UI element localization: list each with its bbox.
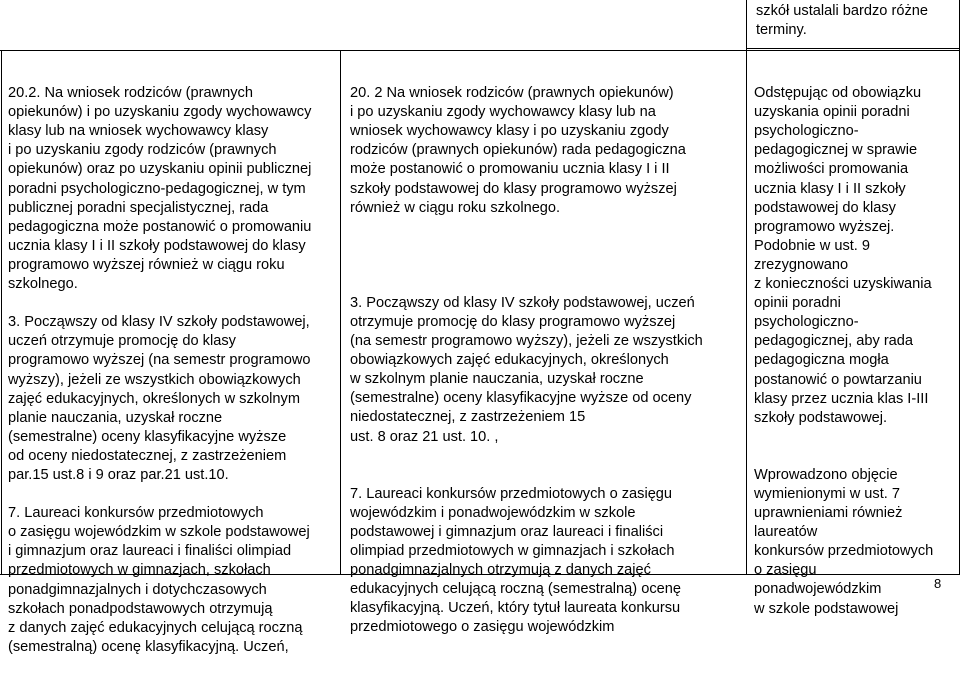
top-row-col4-text: szkół ustalali bardzo różne terminy. xyxy=(756,3,928,39)
main-row-top-border xyxy=(0,50,960,51)
column-3 xyxy=(754,65,954,638)
col3-para-b: Wprowadzono objęcie wymienionymi w ust. 7 uprawnieniami również laureatów konkursów przedmiotowych o zasięgu ponadwojewódzkim w szkole podstawowej xyxy=(754,466,934,617)
col3-para-a: Odstępując od obowiązku uzyskania opinii poradni psychologiczno- pedagogicznej w sprawie możliwości promowania ucznia klasy I i II szkoły podstawowej do klasy programowo wyższej. Podobnie w ust. 9 zrezygnowano z konieczności uzyskiwania opinii poradni psychologiczno- pedagogicznej, aby rada pedagogiczna mogła postanowić o powtarzaniu klasy przez ucznia klas I-III szkoły podstawowej. xyxy=(754,85,932,426)
col-divider-left xyxy=(1,50,2,575)
page-number: 8 xyxy=(934,576,942,591)
col2-para-20-2: 20. 2 Na wniosek rodziców (prawnych opiekunów) i po uzyskaniu zgody wychowawcy klasy lub na wniosek wychowawcy klasy i po uzyskaniu zgody rodziców (prawnych opiekunów) rada pedagogiczna może postanowić o promowaniu ucznia klasy I i II szkoły podstawowej do klasy programowo wyższej również w ciągu roku szkolnego. xyxy=(350,85,686,216)
col1-para-3: 3. Począwszy od klasy IV szkoły podstawowej, uczeń otrzymuje promocję do klasy programowo wyższej (na semestr programowo wyższy), jeżeli ze wszystkich obowiązkowych zajęć edukacyjnych, określonych w szkolnym planie nauczania, uzyskał roczne (semestralne) oceny klasyfikacyjne wyższe od oceny niedostatecznej, z zastrzeżeniem par.15 ust.8 i 9 oraz par.21 ust.10. xyxy=(8,314,311,483)
top-row-divider xyxy=(746,48,960,49)
col2-para-3: 3. Począwszy od klasy IV szkoły podstawowej, uczeń otrzymuje promocję do klasy programowo wyższej (na semestr programowo wyższy), jeżeli ze wszystkich obowiązkowych zajęć edukacyjnych, określonych w szkolnym planie nauczania, uzyskał roczne (semestralne) oceny klasyfikacyjne wyższe od oceny niedostatecznej, z zastrzeżeniem 15 ust. 8 oraz 21 ust. 10. , xyxy=(350,294,703,445)
col1-para-20-2: 20.2. Na wniosek rodziców (prawnych opiekunów) i po uzyskaniu zgody wychowawcy klasy lub na wniosek wychowawcy klasy i po uzyskaniu zgody rodziców (prawnych opiekunów) oraz po uzyskaniu opinii publicznej poradni psychologiczno-pedagogicznej, w tym publicznej poradni specjalistycznej, rada pedagogiczna może postanowić o promowaniu ucznia klasy I i II szkoły podstawowej do klasy programowo wyższej również w ciągu roku szkolnego. xyxy=(8,85,312,293)
col-divider-1 xyxy=(340,50,341,575)
col2-para-7: 7. Laureaci konkursów przedmiotowych o zasięgu wojewódzkim i ponadwojewódzkim w szkole podstawowej i gimnazjum oraz laureaci i finaliści olimpiad przedmiotowych w gimnazjach i szkołach ponadgimnazjalnych otrzymują z danych zajęć edukacyjnych celującą roczną (semestralną) ocenę klasyfikacyjną. Uczeń, który tytuł laureata konkursu przedmiotowego o zasięgu wojewódzkim xyxy=(350,485,681,636)
column-1 xyxy=(8,65,338,676)
column-2 xyxy=(350,65,745,657)
col1-para-7: 7. Laureaci konkursów przedmiotowych o zasięgu wojewódzkim w szkole podstawowej i gimnazjum oraz laureaci i finaliści olimpiad przedmiotowych w gimnazjach, szkołach ponadgimnazjalnych i dotychczasowych szkołach ponadpodstawowych otrzymują z danych zajęć edukacyjnych celującą roczną (semestralną) ocenę klasyfikacyjną. Uczeń, xyxy=(8,505,310,655)
col-divider-2 xyxy=(746,0,747,575)
